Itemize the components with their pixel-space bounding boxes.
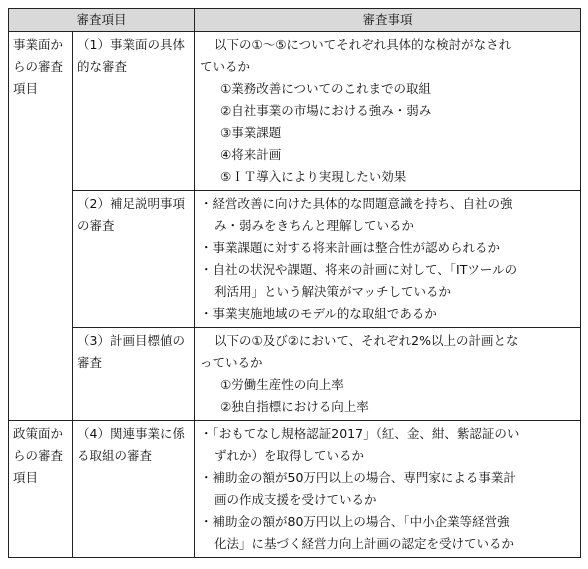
detail-line: 以下の①～⑤についてそれぞれ具体的な検討がなされ (214, 37, 512, 52)
review-criteria-table (8, 8, 581, 558)
detail-line: ①業務改善についてのこれまでの取組 (220, 81, 431, 96)
detail-line: ②独自指標における向上率 (220, 399, 369, 414)
detail-line: ③事業課題 (220, 125, 282, 140)
detail-line: っているか (200, 355, 263, 370)
item-title: （4）関連事業に係る取組の審査 (73, 421, 195, 558)
detail-line: ・事業課題に対する将来計画は整合性が認められるか (200, 240, 501, 255)
detail-line: み・弱みをきちんと理解しているか (214, 218, 415, 233)
table-row (9, 328, 581, 421)
detail-line: ①労働生産性の向上率 (220, 377, 344, 392)
detail-line: ・経営改善に向けた具体的な問題意識を持ち、自社の強 (200, 196, 513, 211)
detail-line: ているか (200, 59, 251, 74)
item-detail (195, 328, 581, 421)
item-detail (195, 421, 581, 558)
detail-line: ・自社の状況や課題、将来の計画に対して、「ITツールの (200, 262, 518, 277)
detail-line: ずれか）を取得しているか (214, 448, 365, 463)
detail-line: ④将来計画 (220, 147, 282, 162)
detail-line: ・事業実施地域のモデル的な取組であるか (200, 306, 437, 321)
item-title: （2）補足説明事項の審査 (73, 191, 195, 328)
header-review-details: 審査事項 (195, 9, 581, 32)
detail-line: ・「おもてなし規格認証2017」（紅、金、紺、紫認証のい (200, 426, 520, 441)
item-detail (195, 191, 581, 328)
item-title: （1）事業面の具体的な審査 (73, 32, 195, 191)
detail-line: ・補助金の額が50万円以上の場合、専門家による事業計 (200, 470, 516, 485)
table-header-row (9, 9, 581, 32)
category-business: 事業面からの審査項目 (9, 32, 73, 421)
detail-line: 画の作成支援を受けているか (214, 492, 377, 507)
item-title: （3）計画目標値の審査 (73, 328, 195, 421)
table-row (9, 32, 581, 191)
table-row (9, 191, 581, 328)
item-detail (195, 32, 581, 191)
detail-line: ・補助金の額が80万円以上の場合、「中小企業等経営強 (200, 514, 510, 529)
table-row (9, 421, 581, 558)
header-review-items: 審査項目 (9, 9, 195, 32)
detail-line: ②自社事業の市場における強み・弱み (220, 103, 432, 118)
detail-line: 利活用」という解決策がマッチしているか (214, 284, 452, 299)
detail-line: 化法」に基づく経営力向上計画の認定を受けているか (214, 536, 515, 551)
category-policy: 政策面からの審査項目 (9, 421, 73, 558)
detail-line: ⑤ＩＴ導入により実現したい効果 (220, 169, 407, 184)
detail-line: 以下の①及び②において、それぞれ2%以上の計画とな (214, 333, 519, 348)
